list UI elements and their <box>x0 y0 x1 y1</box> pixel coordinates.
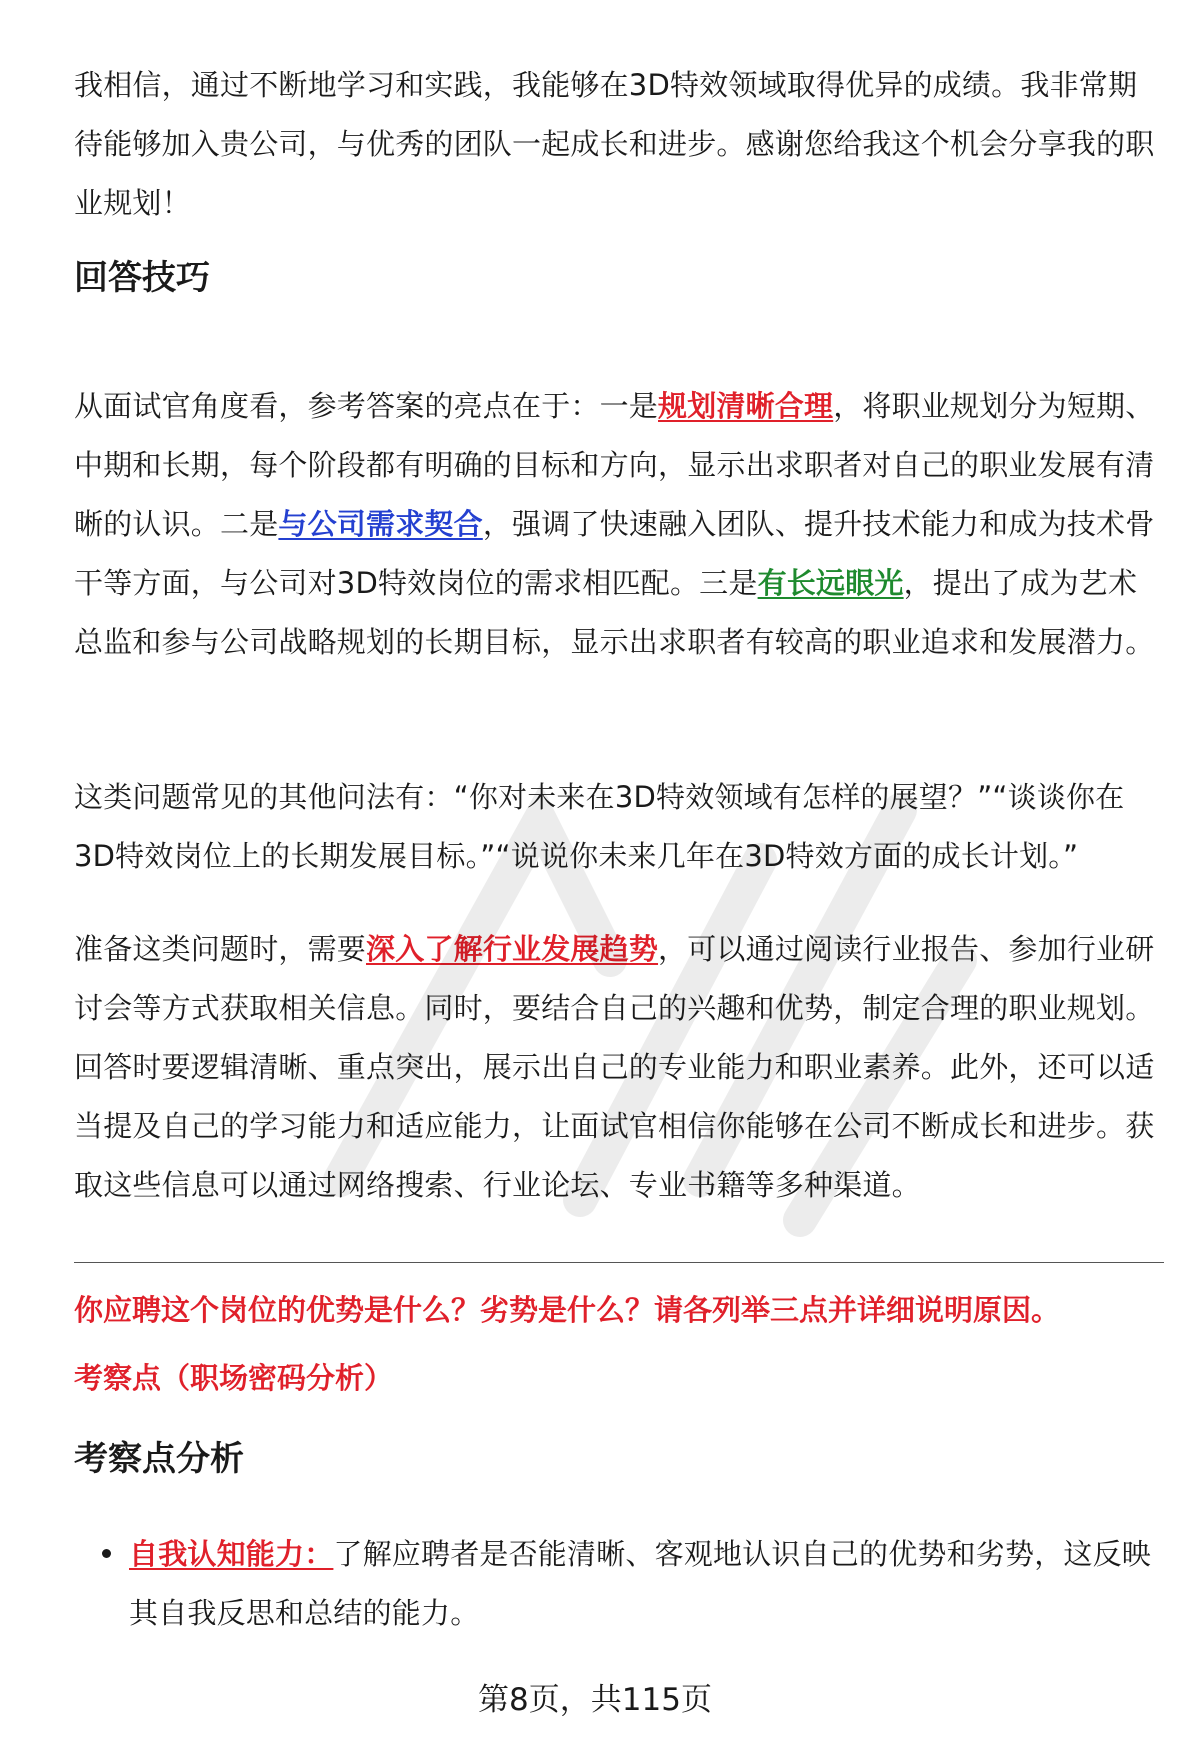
text-segment: 从面试官角度看，参考答案的亮点在于：一是 <box>74 389 659 423</box>
analysis-bullet-list <box>74 1525 1164 1643</box>
section-divider <box>74 1262 1164 1263</box>
question-subtitle: 考察点（职场密码分析） <box>74 1361 394 1395</box>
text-segment: ，提出了成为艺术总监和参与公司战略规划的长期目标，显示出求职者有较高的职业追求和发展潜力。 <box>74 566 1155 659</box>
page-footer: 第8页，共115页 <box>478 1682 712 1718</box>
list-item <box>74 1525 1164 1643</box>
text-segment: ，强调了快速融入团队、提升技术能力和成为技术骨干等方面，与公司对3D特效岗位的需求相匹配。三是 <box>74 507 1155 600</box>
bullet-dot-icon <box>102 1549 111 1558</box>
alternate-questions-paragraph: 这类问题常见的其他问法有：“你对未来在3D特效领域有怎样的展望？”“谈谈你在3D特效岗位上的长期发展目标。”“说说你未来几年在3D特效方面的成长计划。” <box>74 780 1125 873</box>
text-segment: ，将职业规划分为短期、中期和长期，每个阶段都有明确的目标和方向，显示出求职者对自己的职业发展有清晰的认识。二是 <box>74 389 1155 541</box>
preparation-paragraph <box>74 920 1164 1215</box>
text-segment: ，可以通过阅读行业报告、参加行业研讨会等方式获取相关信息。同时，要结合自己的兴趣和优势，制定合理的职业规划。回答时要逻辑清晰、重点突出，展示出自己的专业能力和职业素养。此外，还可以适当提及自己的学习能力和适应能力，让面试官相信你能够在公司不断成长和进步。获取这些信息可以通过网络搜索、行业论坛、专业书籍等多种渠道。 <box>74 932 1155 1202</box>
highlight-long-term-vision: 有长远眼光 <box>757 566 904 600</box>
question-title: 你应聘这个岗位的优势是什么？劣势是什么？请各列举三点并详细说明原因。 <box>74 1293 1061 1327</box>
highlight-clear-plan: 规划清晰合理 <box>658 389 834 423</box>
intro-paragraph: 我相信，通过不断地学习和实践，我能够在3D特效领域取得优异的成绩。我非常期待能够加入贵公司，与优秀的团队一起成长和进步。感谢您给我这个机会分享我的职业规划！ <box>74 68 1155 220</box>
answer-tips-paragraph <box>74 377 1164 672</box>
text-segment: 准备这类问题时，需要 <box>74 932 367 966</box>
section-heading-answer-tips: 回答技巧 <box>74 258 210 298</box>
bullet-label: 自我认知能力： <box>129 1537 334 1571</box>
bullet-text: 了解应聘者是否能清晰、客观地认识自己的优势和劣势，这反映其自我反思和总结的能力。 <box>129 1537 1152 1630</box>
highlight-company-fit: 与公司需求契合 <box>278 507 483 541</box>
highlight-industry-trends: 深入了解行业发展趋势 <box>366 932 659 966</box>
section-heading-analysis: 考察点分析 <box>74 1439 244 1479</box>
